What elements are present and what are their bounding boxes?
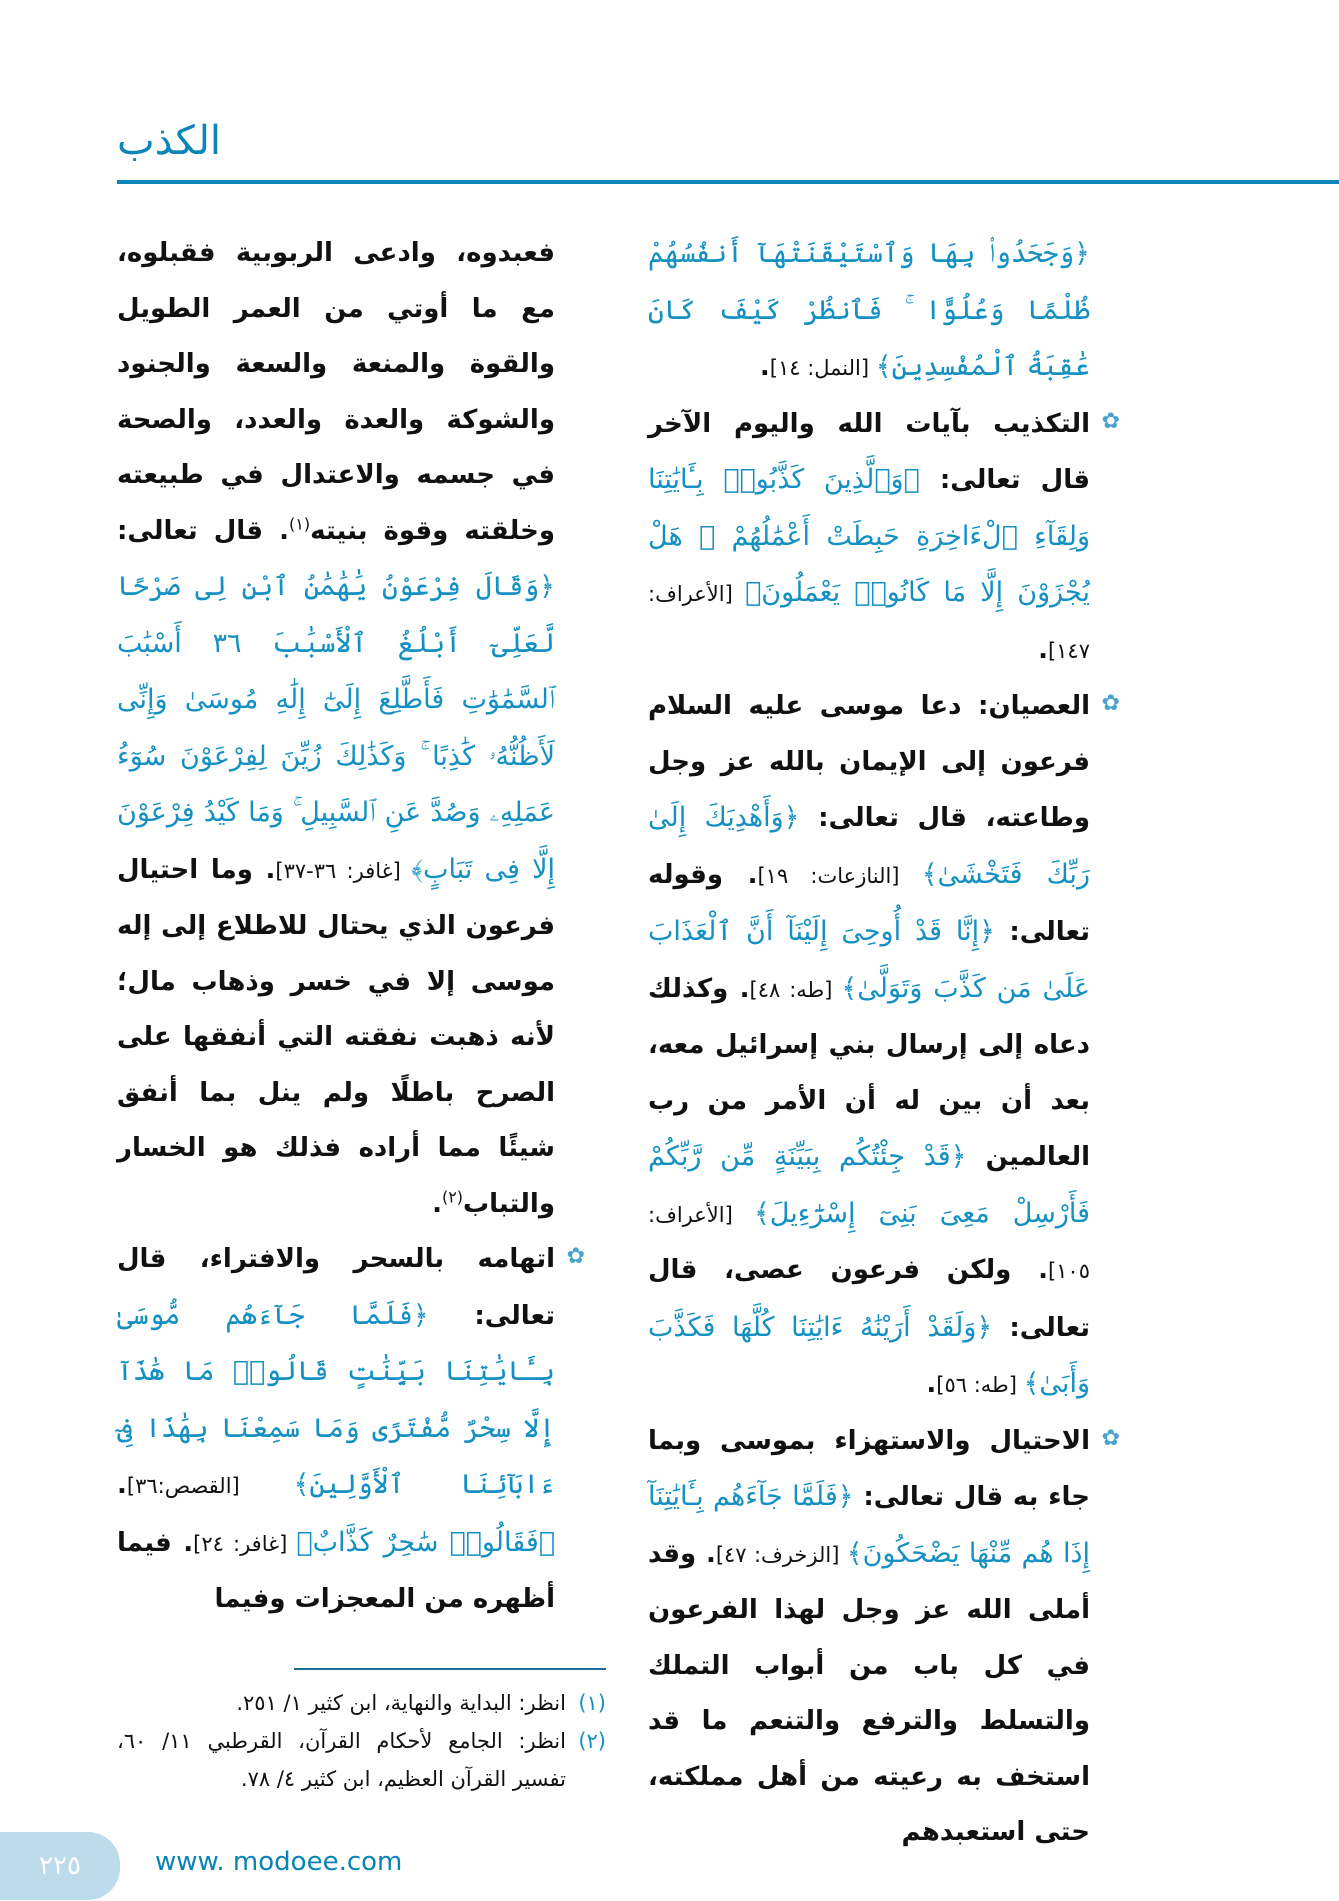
flower-bullet-icon: ✿ (1101, 1425, 1120, 1451)
footnotes (117, 1684, 606, 1798)
body-text: التكذيب بآيات الله واليوم الآخر قال تعالى: (648, 408, 1090, 495)
body-text: . وما احتيال فرعون الذي يحتال للاطلاع إلى إله موسى إلا في خسر وذهاب مال؛ لأنه ذهبت نفقته التي أنفقها على الصرح باطلًا ولم ينل بما أنفق شيئًا مما أراده فذلك هو الخسار والتباب (117, 854, 555, 1219)
quran-verse: ﴿وَقَالَ فِرْعَوْنُ يَٰهَٰمَٰنُ ٱبْنِ لِى صَرْحًا لَّعَلِّىٓ أَبْلُغُ ٱلْأَسْبَٰبَ ٣٦ أَسْبَٰبَ ٱلسَّمَٰوَٰتِ فَأَطَّلِعَ إِلَىٰٓ إِلَٰهِ مُوسَىٰ وَإِنِّى لَأَظُنُّهُۥ كَٰذِبًا ۚ وَكَذَٰلِكَ زُيِّنَ لِفِرْعَوْنَ سُوٓءُ عَمَلِهِۦ وَصُدَّ عَنِ ٱلسَّبِيلِ ۚ وَمَا كَيْدُ فِرْعَوْنَ إِلَّا فِى تَبَابٍ﴾ (117, 571, 555, 885)
right-column (648, 226, 1120, 1901)
body-text: اتهامه بالسحر والافتراء، قال تعالى: (117, 1244, 555, 1331)
verse-reference: [غافر: ٢٤] (193, 1531, 297, 1556)
verse-reference: [طه: ٥٦] (936, 1373, 1024, 1397)
bullet-paragraph (648, 397, 1120, 680)
footnote-text: انظر: الجامع لأحكام القرآن، القرطبي ١١/ ٦٠، تفسير القرآن العظيم، ابن كثير ٤/ ٧٨. (117, 1728, 566, 1791)
chapter-title: الكذب (117, 118, 222, 164)
quran-verse: ﴿فَقَالُوا۟ سَٰحِرٌ كَذَّابٌ﴾ (296, 1526, 556, 1558)
footnote-number: (٢) (578, 1728, 606, 1753)
page-number-badge: ٢٢٥ (0, 1832, 120, 1900)
footnote (117, 1722, 606, 1798)
left-column-stack (39, 226, 606, 1900)
paragraph (648, 226, 1090, 397)
quran-verse: ﴿إِنَّا قَدْ أُوحِىَ إِلَيْنَآ أَنَّ ٱلْعَذَابَ عَلَىٰ مَن كَذَّبَ وَتَوَلَّىٰ﴾ (648, 916, 1091, 1004)
quran-verse: ﴿وَلَقَدْ أَرَيْنَٰهُ ءَايَٰتِنَا كُلَّهَا فَكَذَّبَ وَأَبَىٰ﴾ (648, 1311, 1090, 1399)
verse-reference: [الزخرف: ٤٧] (715, 1542, 847, 1567)
verse-reference: [الأعراف: ١٤٧] (648, 582, 1090, 663)
website-link[interactable]: www. modoee.com (155, 1846, 403, 1877)
verse-reference: [الأعراف: ١٠٥] (648, 1202, 1090, 1283)
quran-verse: ﴿وَجَحَدُوا۟ بِهَا وَٱسْتَيْقَنَتْهَآ أَنفُسُهُمْ ظُلْمًا وَعُلُوًّا ۚ فَٱنظُرْ كَيْفَ كَانَ عَٰقِبَةُ ٱلْمُفْسِدِينَ﴾ (648, 238, 1090, 382)
body-text: . (926, 1369, 937, 1399)
body-text: . فيما أظهره من المعجزات وفيما (117, 1527, 555, 1614)
footnote-marker: (١) (289, 513, 311, 533)
body-text: . وقد أملى الله عز وجل لهذا الفرعون في كل باب من أبواب التملك والتسلط والترفع والتنعم ما قد استخف به رعيته من أهل مملكته، حتى استعبدهم (648, 1538, 1090, 1847)
footnote-marker: (٢) (441, 1186, 464, 1206)
verse-reference: [غافر: ٣٦-٣٧] (275, 858, 412, 883)
flower-bullet-icon: ✿ (1101, 691, 1120, 716)
body-text: . وقوله تعالى: (648, 859, 1090, 947)
verse-reference: [النمل: ١٤] (769, 356, 876, 380)
body-text: . قال تعالى: (117, 515, 289, 546)
left-column (117, 226, 585, 1628)
header-rule (117, 180, 1339, 184)
footnote-separator (294, 1668, 606, 1670)
quran-verse: ﴿وَأَهْدِيَكَ إِلَىٰ رَبِّكَ فَتَخْشَىٰ﴾ (648, 802, 1090, 890)
body-text: . (1038, 634, 1048, 665)
bullet-paragraph (648, 1414, 1120, 1861)
flower-bullet-icon: ✿ (1101, 408, 1120, 434)
paragraph (117, 226, 555, 1232)
body-text: . وكذلك دعاه إلى إرسال بني إسرائيل معه، بعد أن بين له أن الأمر من رب العالمين (648, 973, 1090, 1172)
footnote-text: انظر: البداية والنهاية، ابن كثير ١/ ٢٥١. (236, 1690, 566, 1715)
quran-verse: ﴿وَٱلَّذِينَ كَذَّبُوا۟ بِـَٔايَٰتِنَا وَلِقَآءِ ٱلْءَاخِرَةِ حَبِطَتْ أَعْمَٰلُهُمْ ۚ هَلْ يُجْزَوْنَ إِلَّا مَا كَانُوا۟ يَعْمَلُونَ﴾ (648, 464, 1090, 608)
footnote-number: (١) (578, 1690, 606, 1715)
body-text: الاحتيال والاستهزاء بموسى وبما جاء به قال تعالى: (648, 1425, 1090, 1512)
footnote (117, 1684, 606, 1722)
verse-reference: [القصص:٣٦] (126, 1474, 294, 1498)
body-text: . (432, 1188, 442, 1219)
verse-reference: [طه: ٤٨] (749, 977, 842, 1002)
body-text: فعبدوه، وادعى الربوبية فقبلوه، مع ما أوتي من العمر الطويل والقوة والمنعة والسعة والجنود والشوكة والعدة والعدد، والصحة في جسمه والاعتدال في طبيعته وخلقته وقوة بنيته (117, 238, 556, 546)
verse-reference: [النازعات: ١٩] (757, 863, 922, 888)
quran-verse: ﴿قَدْ جِئْتُكُم بِبَيِّنَةٍ مِّن رَّبِّكُمْ فَأَرْسِلْ مَعِىَ بَنِىٓ إِسْرَٰٓءِيلَ﴾ (648, 1141, 1090, 1229)
flower-bullet-icon: ✿ (566, 1244, 585, 1269)
bullet-paragraph (648, 679, 1120, 1414)
quran-verse: ﴿فَلَمَّا جَآءَهُم مُّوسَىٰ بِـَٔايَٰتِنَا بَيِّنَٰتٍ قَالُوا۟ مَا هَٰذَآ إِلَّا سِحْرٌ مُّفْتَرًى وَمَا سَمِعْنَا بِهَٰذَا فِىٓ ءَابَآئِنَا ٱلْأَوَّلِينَ﴾ (117, 1299, 555, 1500)
body-text: . ولكن فرعون عصى، قال تعالى: (648, 1255, 1091, 1343)
bullet-paragraph (117, 1232, 585, 1628)
page-footer (0, 1832, 700, 1900)
quran-verse: ﴿فَلَمَّا جَآءَهُم بِـَٔايَٰتِنَآ إِذَا هُم مِّنْهَا يَضْحَكُونَ﴾ (648, 1481, 1090, 1569)
body-text: . (117, 1470, 127, 1500)
body-text: العصيان: دعا موسى عليه السلام فرعون إلى الإيمان بالله عز وجل وطاعته، قال تعالى: (648, 691, 1090, 833)
body-text: . (759, 352, 770, 382)
